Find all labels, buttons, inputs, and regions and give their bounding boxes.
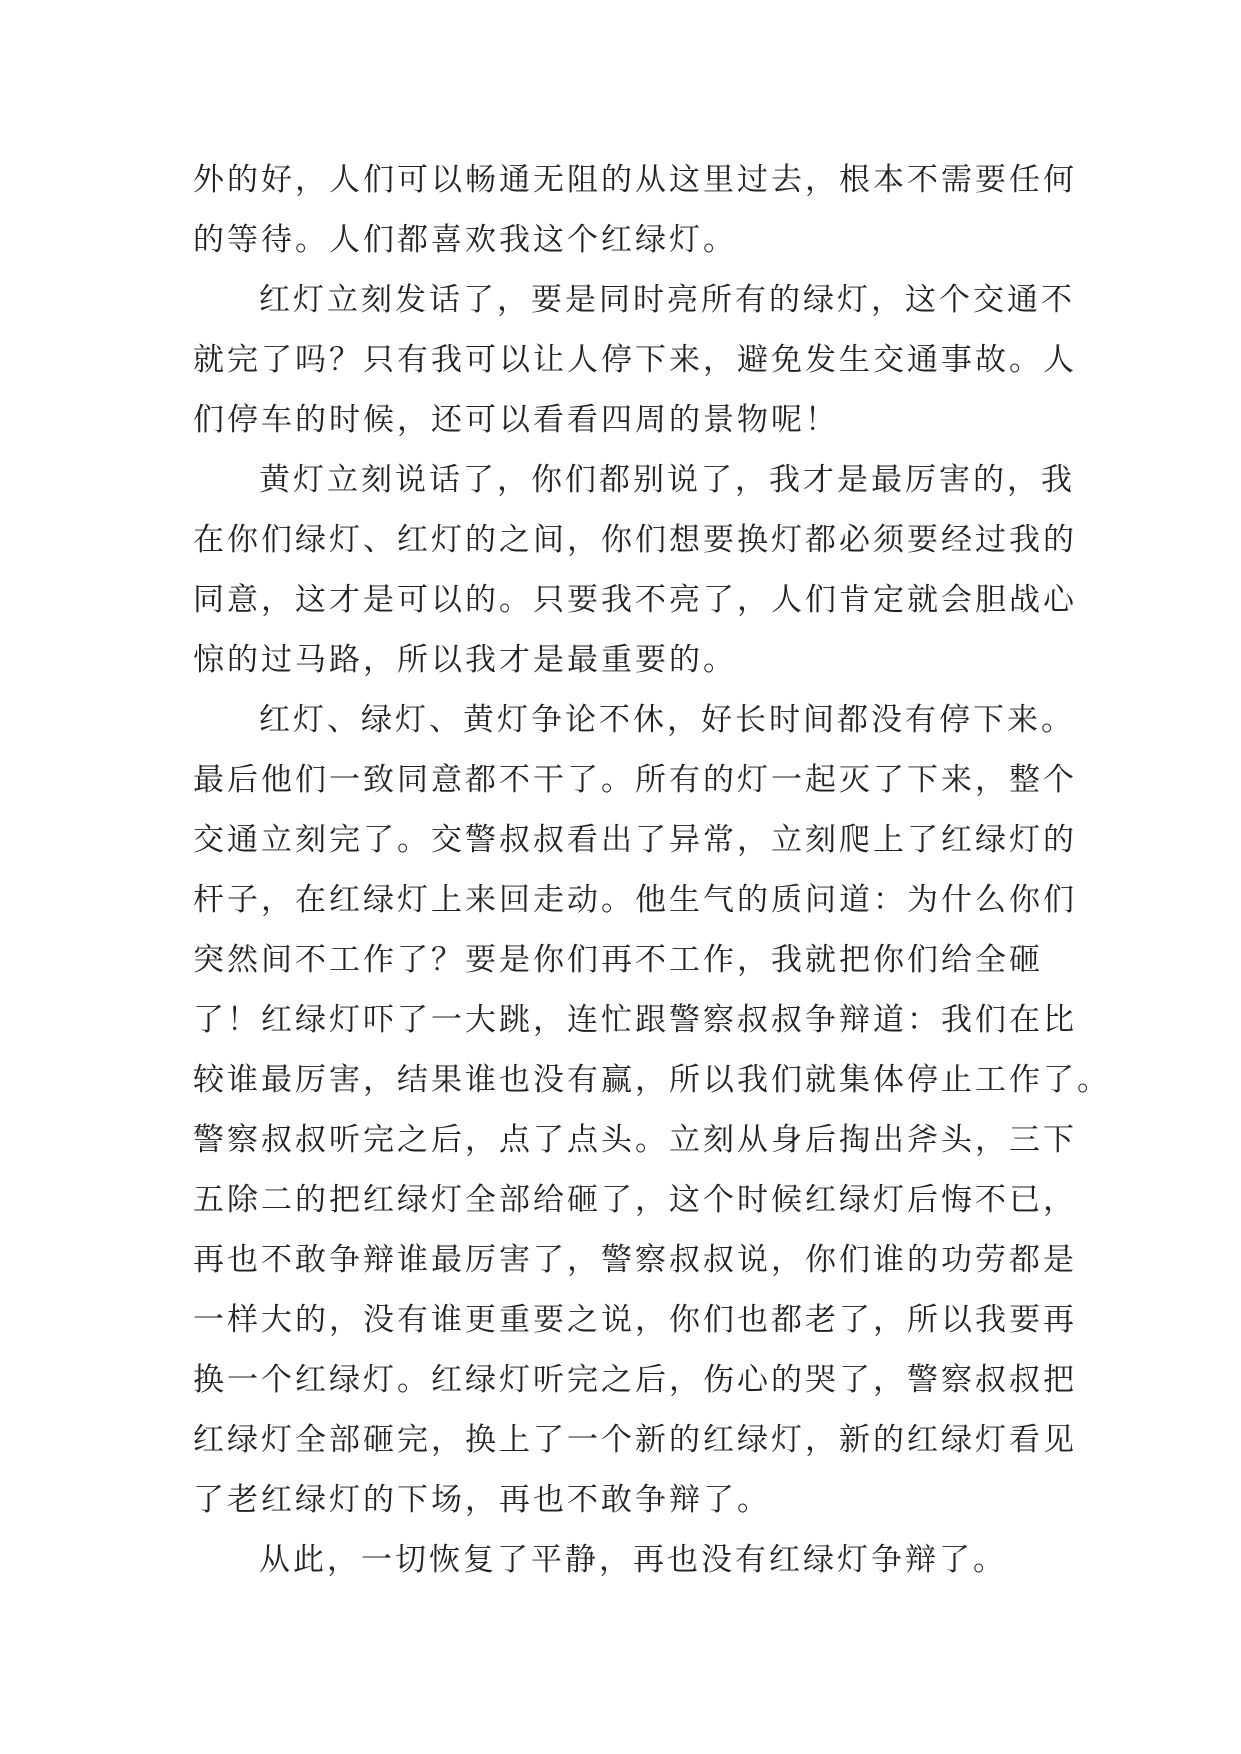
text-line: 最后他们一致同意都不干了。所有的灯一起灭了下来，整个 [193, 762, 1077, 798]
text-line: 杆子，在红绿灯上来回走动。他生气的质问道：为什么你们 [193, 882, 1077, 918]
paragraph-start-line: 红灯、绿灯、黄灯争论不休，好长时间都没有停下来。 [259, 702, 1075, 738]
text-line: 外的好，人们可以畅通无阻的从这里过去，根本不需要任何 [193, 162, 1077, 198]
body-text [193, 150, 1111, 1590]
text-line: 较谁最厉害，结果谁也没有赢，所以我们就集体停止工作了。 [193, 1062, 1111, 1098]
text-line: 换一个红绿灯。红绿灯听完之后，伤心的哭了，警察叔叔把 [193, 1362, 1077, 1398]
text-line: 了老红绿灯的下场，再也不敢争辩了。 [193, 1482, 771, 1518]
text-line: 的等待。人们都喜欢我这个红绿灯。 [193, 222, 737, 258]
text-line: 同意，这才是可以的。只要我不亮了，人们肯定就会胆战心 [193, 582, 1077, 618]
text-line: 交通立刻完了。交警叔叔看出了异常，立刻爬上了红绿灯的 [193, 822, 1077, 858]
paragraph-start-line: 红灯立刻发话了，要是同时亮所有的绿灯，这个交通不 [259, 282, 1075, 318]
text-line: 了！红绿灯吓了一大跳，连忙跟警察叔叔争辩道：我们在比 [193, 1002, 1077, 1038]
paragraph-start-line: 从此，一切恢复了平静，再也没有红绿灯争辩了。 [259, 1542, 1007, 1578]
text-line: 再也不敢争辩谁最厉害了，警察叔叔说，你们谁的功劳都是 [193, 1242, 1077, 1278]
text-line: 惊的过马路，所以我才是最重要的。 [193, 642, 737, 678]
text-line: 红绿灯全部砸完，换上了一个新的红绿灯，新的红绿灯看见 [193, 1422, 1077, 1458]
text-line: 就完了吗？只有我可以让人停下来，避免发生交通事故。人 [193, 342, 1077, 378]
text-line: 在你们绿灯、红灯的之间，你们想要换灯都必须要经过我的 [193, 522, 1077, 558]
text-line: 五除二的把红绿灯全部给砸了，这个时候红绿灯后悔不已， [193, 1182, 1077, 1218]
text-line: 们停车的时候，还可以看看四周的景物呢！ [193, 402, 839, 438]
text-line: 警察叔叔听完之后，点了点头。立刻从身后掏出斧头，三下 [193, 1122, 1077, 1158]
text-line: 一样大的，没有谁更重要之说，你们也都老了，所以我要再 [193, 1302, 1077, 1338]
paragraph-start-line: 黄灯立刻说话了，你们都别说了，我才是最厉害的，我 [259, 462, 1075, 498]
text-line: 突然间不工作了？要是你们再不工作，我就把你们给全砸 [193, 942, 1043, 978]
